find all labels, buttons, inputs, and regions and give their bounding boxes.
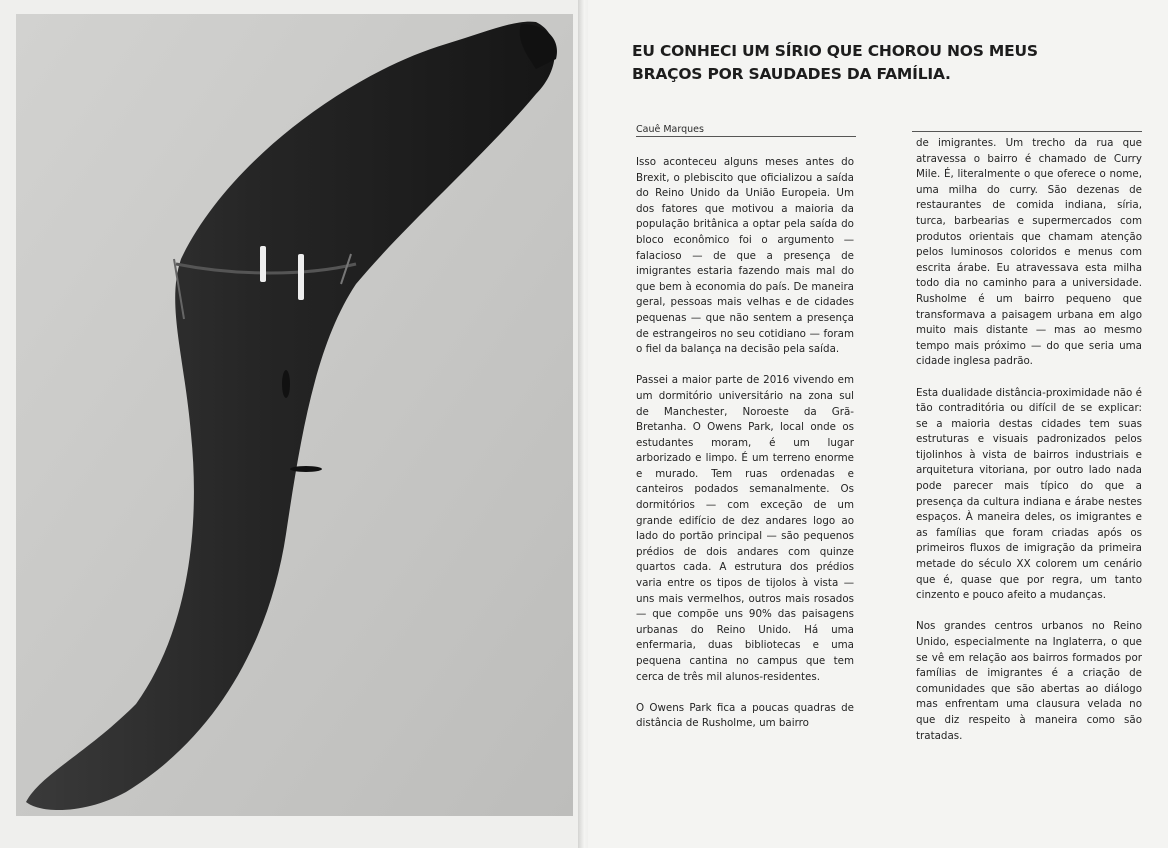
paragraph: Isso aconteceu alguns meses antes do Brexit, o plebiscito que oficializou a saída do Reino Unido da União Europeia. Um dos fatores que motivou a maioria da população britânica a optar pela saída do bloco econômico foi o argumento — falacioso — de que a presença de imigrantes estaria fazendo mais mal do que bem à economia do país. De maneira geral, pessoas mais velhas e de cidades pequenas — que não sentem a presença de estrangeiros no seu cotidiano — foram o fiel da balança na decisão pela saída. bbox=[636, 156, 854, 356]
paragraph: O Owens Park fica a poucas quadras de distância de Rusholme, um bairro bbox=[636, 701, 854, 730]
banana-illustration bbox=[16, 14, 573, 816]
paragraph: Esta dualidade distância-proximidade não é tão contraditória ou difícil de se explicar: se a maioria destas cidades tem suas estruturas e visuais padronizados pelos tijolinhos à vista de bairros industriais e arquitetura vitoriana, por outro lado nada pode parecer mais típico do que a presença da cultura indiana e árabe nestes espaços. À maneira deles, os imigrantes e as famílias que foram criadas após os primeiros fluxos de imigração da primeira metade do século XX colorem um cenário que é, quase que por regra, um tanto cinzento e pouco afeito a mudanças. bbox=[916, 386, 1142, 602]
article-column-left bbox=[636, 155, 854, 748]
banana-photo bbox=[16, 14, 573, 816]
paragraph: de imigrantes. Um trecho da rua que atravessa o bairro é chamado de Curry Mile. É, literalmente o que oferece o nome, uma milha do curry. São dezenas de restaurantes de comida indiana, síria, turca, barbearias e supermercados com produtos orientais que chamam atenção pelos luminosos coloridos e menus com escrita árabe. Eu atravessava esta milha todo dia no caminho para a universidade. Rusholme é um bairro pequeno que transformava a paisagem urbana em algo muito mais distante — mas ao mesmo tempo mais próximo — do que seria uma cidade inglesa padrão. bbox=[916, 137, 1142, 368]
column-rule bbox=[912, 131, 1142, 132]
paragraph: Nos grandes centros urbanos no Reino Unido, especialmente na Inglaterra, o que se vê em relação aos bairros formados por famílias de imigrantes é a criação de comunidades que são abertas ao diálogo mas enfrentam uma clausura velada no que diz respeito à maneira como são tratadas. bbox=[916, 620, 1142, 742]
paragraph: Passei a maior parte de 2016 vivendo em um dormitório universitário na zona sul de Manchester, Noroeste da Grã-Bretanha. O Owens Park, local onde os estudantes moram, é um lugar arborizado e limpo. É um terreno enorme e murado. Tem ruas ordenadas e canteiros podados semanalmente. Os dormitórios — com exceção de um grande edifício de dez andares logo ao lado do portão principal — são pequenos prédios de dois andares com quinze quartos cada. A estrutura dos prédios varia entre os tipos de tijolos à vista — uns mais vermelhos, outros mais rosados — que compõe uns 90% das paisagens urbanas do Reino Unido. Há uma enfermaria, duas bibliotecas e uma pequena cantina no campus que tem cerca de três mil alunos-residentes. bbox=[636, 374, 854, 683]
article-column-right bbox=[916, 136, 1142, 760]
article-headline: EU CONHECI UM SÍRIO QUE CHOROU NOS MEUS BRAÇOS POR SAUDADES DA FAMÍLIA. bbox=[632, 42, 1038, 83]
left-page bbox=[0, 0, 582, 848]
article-author: Cauê Marques bbox=[636, 124, 856, 137]
